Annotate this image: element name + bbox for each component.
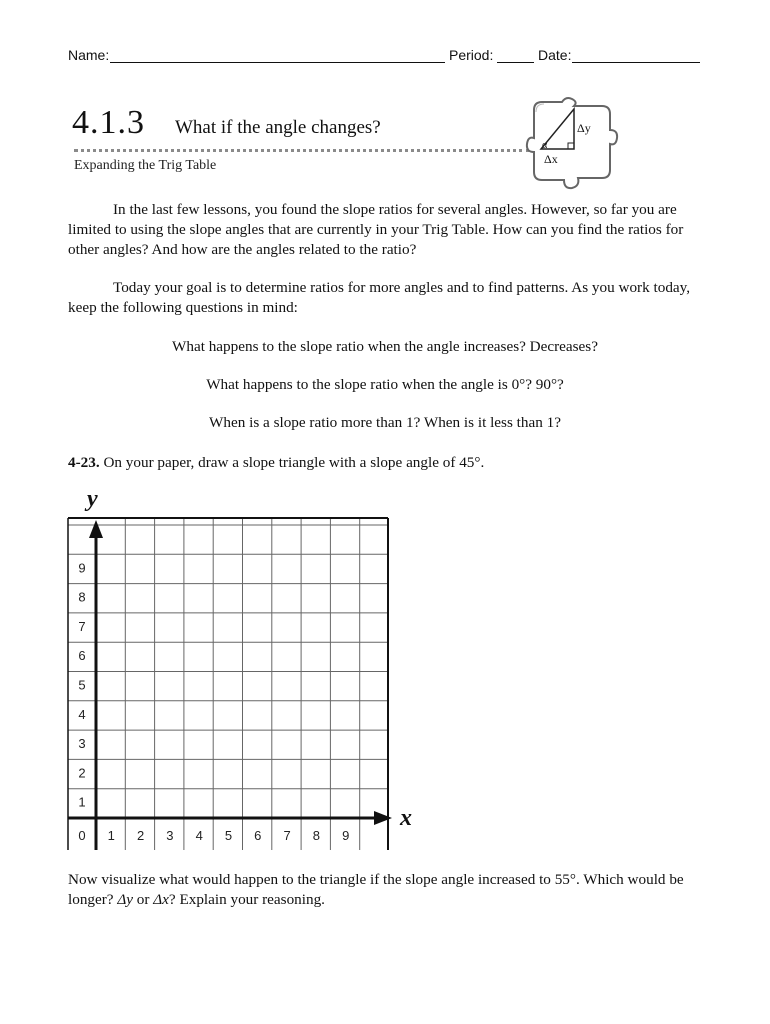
question-1: What happens to the slope ratio when the angle increases? Decreases? bbox=[172, 338, 598, 355]
lesson-number: 4.1.3 bbox=[72, 104, 145, 141]
name-label: Name: bbox=[68, 47, 110, 63]
x-tick-labels bbox=[78, 828, 349, 843]
x-tick-label: 6 bbox=[254, 828, 262, 843]
y-tick-label: 3 bbox=[78, 736, 86, 752]
y-axis-arrow bbox=[89, 520, 103, 538]
y-tick-label: 5 bbox=[78, 677, 86, 693]
x-tick-label: 3 bbox=[166, 828, 174, 843]
followup-dy: Δy bbox=[117, 891, 133, 908]
problem-text: On your paper, draw a slope triangle with a slope angle of 45°. bbox=[99, 454, 485, 471]
x-tick-label: 9 bbox=[342, 828, 350, 843]
y-tick-label: 7 bbox=[78, 618, 86, 634]
puzzle-dy-label: Δy bbox=[577, 121, 591, 135]
grid-lines bbox=[68, 518, 388, 850]
followup-or: or bbox=[133, 891, 154, 908]
y-tick-label: 9 bbox=[78, 560, 86, 576]
y-tick-label: 1 bbox=[78, 794, 86, 810]
puzzle-dx-label: Δx bbox=[544, 152, 558, 166]
question-2: What happens to the slope ratio when the angle is 0°? 90°? bbox=[206, 376, 564, 393]
question-3: When is a slope ratio more than 1? When is it less than 1? bbox=[209, 414, 561, 431]
intro-paragraph-1: In the last few lessons, you found the slope ratios for several angles. However, so far you are limited to using the slope angles that are currently in your Trig Table. How can you find the ratios for other angles? And how are the angles related to the ratio? bbox=[68, 201, 684, 258]
y-tick-label: 4 bbox=[78, 706, 86, 722]
date-line bbox=[572, 62, 700, 63]
x-tick-label: 1 bbox=[107, 828, 115, 843]
date-label: Date: bbox=[538, 47, 572, 63]
followup-text: Now visualize what would happen to the triangle if the slope angle increased to 55°. Which would be longer? bbox=[68, 871, 684, 908]
lesson-subtitle: Expanding the Trig Table bbox=[74, 158, 217, 173]
y-tick-labels bbox=[78, 560, 85, 809]
period-line bbox=[497, 62, 534, 63]
followup-dx: Δx bbox=[153, 891, 169, 908]
x-axis-arrow bbox=[374, 811, 392, 825]
followup-end: ? Explain your reasoning. bbox=[168, 891, 325, 908]
y-tick-label: 6 bbox=[78, 648, 86, 664]
problem-number: 4-23. bbox=[68, 454, 100, 471]
title-divider bbox=[74, 149, 530, 152]
name-line bbox=[110, 62, 445, 63]
x-tick-label: 2 bbox=[136, 828, 145, 843]
intro-paragraph-2: Today your goal is to determine ratios for more angles and to find patterns. As you work today, keep the following questions in mind: bbox=[68, 279, 691, 316]
x-tick-label: 8 bbox=[312, 828, 321, 843]
y-tick-label: 8 bbox=[78, 589, 86, 605]
x-tick-label: 5 bbox=[224, 828, 233, 843]
coordinate-grid[interactable] bbox=[62, 484, 422, 854]
x-tick-label: 0 bbox=[78, 828, 86, 843]
y-tick-label: 2 bbox=[78, 765, 86, 781]
x-axis-label: x bbox=[400, 805, 412, 831]
puzzle-angle-label: α bbox=[542, 140, 548, 151]
problem-4-23 bbox=[68, 453, 696, 473]
x-tick-label: 7 bbox=[283, 828, 291, 843]
y-axis-label: y bbox=[87, 486, 98, 512]
x-tick-label: 4 bbox=[195, 828, 203, 843]
puzzle-triangle-icon bbox=[522, 96, 620, 192]
followup-paragraph bbox=[68, 870, 708, 910]
lesson-title: What if the angle changes? bbox=[175, 117, 381, 138]
period-label: Period: bbox=[449, 47, 494, 63]
